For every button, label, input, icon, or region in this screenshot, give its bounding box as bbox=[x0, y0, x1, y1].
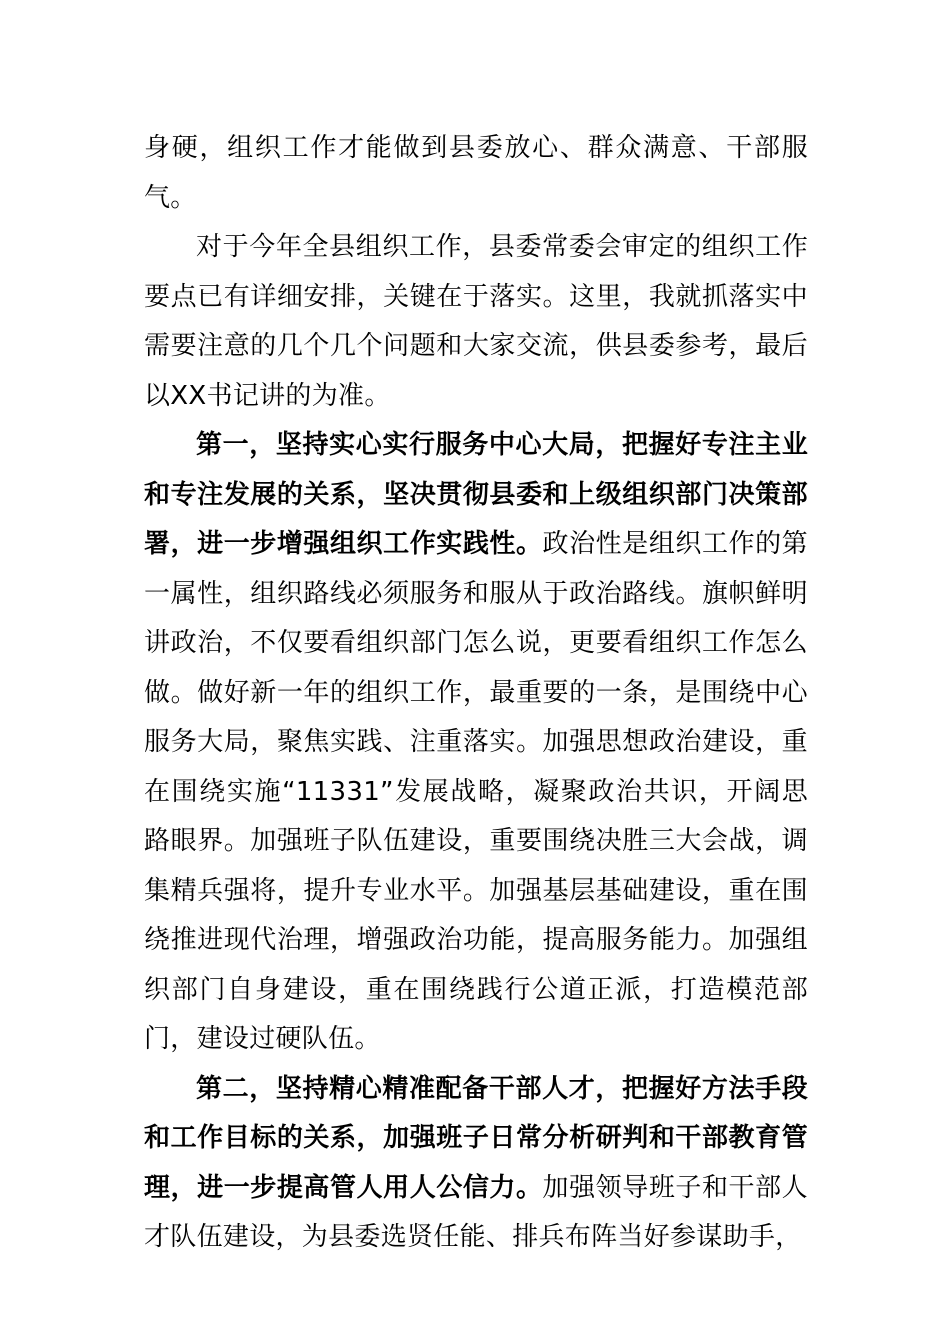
paragraph-intro bbox=[144, 223, 808, 421]
paragraph-point-one bbox=[144, 421, 808, 1065]
paragraph-point-two bbox=[144, 1065, 808, 1263]
paragraph-continuation bbox=[144, 124, 808, 223]
paragraph-body: 政治性是组织工作的第一属性，组织路线必须服务和服从于政治路线。旗帜鲜明讲政治，不仅要看组织部门怎么说，更要看组织工作怎么做。做好新一年的组织工作，最重要的一条，是围绕中心服务大局，聚焦实践、注重落实。加强思想政治建设，重在围绕实施“11331”发展战略，凝聚政治共识，开阔思路眼界。加强班子队伍建设，重要围绕决胜三大会战，调集精兵强将，提升专业水平。加强基层基础建设，重在围绕推进现代治理，增强政治功能，提高服务能力。加强组织部门自身建设，重在围绕践行公道正派，打造模范部门，建设过硬队伍。 bbox=[144, 529, 808, 1054]
paragraph-body: 身硬，组织工作才能做到县委放心、群众满意、干部服气。 bbox=[144, 133, 808, 213]
document-page bbox=[144, 124, 808, 1263]
paragraph-body: 加强领导班子和干部人才队伍建设，为县委选贤任能、排兵布阵当好参谋助手， bbox=[144, 1172, 808, 1252]
paragraph-body: 对于今年全县组织工作，县委常委会审定的组织工作要点已有详细安排，关键在于落实。这里，我就抓落实中需要注意的几个几个问题和大家交流，供县委参考，最后以XX书记讲的为准。 bbox=[144, 232, 808, 411]
paragraph-heading: 第二，坚持精心精准配备干部人才，把握好方法手段和工作目标的关系，加强班子日常分析研判和干部教育管理，进一步提高管人用人公信力。 bbox=[144, 1073, 808, 1203]
paragraph-heading: 第一，坚持实心实行服务中心大局，把握好专注主业和专注发展的关系，坚决贯彻县委和上级组织部门决策部署，进一步增强组织工作实践性。 bbox=[144, 430, 808, 559]
